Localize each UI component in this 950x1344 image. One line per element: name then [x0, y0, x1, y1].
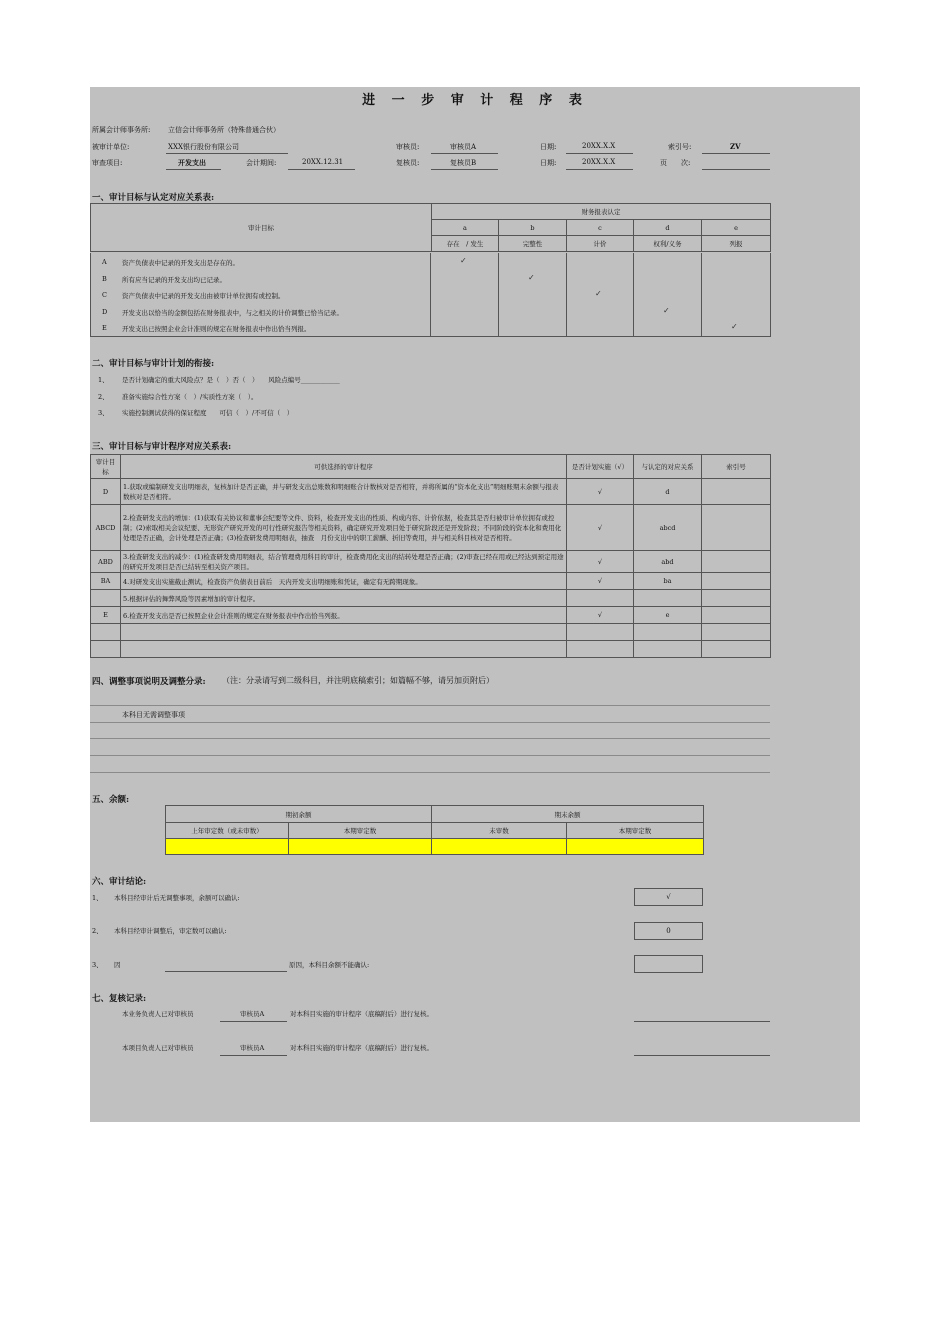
- assert-letter: c: [567, 220, 634, 236]
- index-cell[interactable]: [702, 641, 771, 658]
- conclusion-text-2: 原因，本科目余额不能确认:: [289, 961, 370, 969]
- planned-cell[interactable]: [567, 641, 634, 658]
- review-text-2: 对本科目实施的审计程序（底稿附后）进行复核。: [290, 1044, 433, 1052]
- col-financial-assertion: 财务报表认定: [432, 204, 771, 220]
- adjustment-line[interactable]: 本科目无需调整事项: [122, 711, 185, 719]
- section4-note: （注：分录请写到二级科目，并注明底稿索引；如篇幅不够，请另加页附后）: [222, 676, 494, 685]
- project-value[interactable]: 开发支出: [178, 158, 206, 167]
- procedure-cell: 4.对研发支出实施截止测试，检查资产负债表日前后 天内开发支出明细账和凭证，确定有无跨期现象。: [121, 573, 567, 590]
- col-prior-audited: 上年审定数（或未审数）: [166, 823, 289, 839]
- goal-text: 资产负债表中记录的开发支出由被审计单位拥有或控制。: [122, 292, 285, 300]
- reviewer-label: 复核员:: [396, 159, 420, 167]
- procedure-cell[interactable]: [121, 624, 567, 641]
- signature-line[interactable]: [634, 1021, 770, 1022]
- goal-text: 所有应当记录的开发支出均已记录。: [122, 275, 226, 284]
- planned-cell[interactable]: √: [567, 505, 634, 551]
- col-relation: 与认定的对应关系: [634, 455, 702, 479]
- relation-cell: [634, 590, 702, 607]
- section6-heading: 六、审计结论:: [92, 877, 147, 887]
- date-value-2[interactable]: 20XX.X.X: [582, 158, 616, 166]
- goal-cell: [91, 590, 121, 607]
- reviewer-value[interactable]: 复核员B: [450, 159, 477, 167]
- page-label: 页 次:: [660, 159, 691, 167]
- assert-name: 存在 / 发生: [432, 236, 499, 252]
- procedure-cell[interactable]: [121, 641, 567, 658]
- index-cell[interactable]: [702, 505, 771, 551]
- index-cell[interactable]: [702, 551, 771, 573]
- date-value-1[interactable]: 20XX.X.X: [582, 142, 616, 150]
- relation-cell: d: [634, 479, 702, 505]
- col-opening-balance: 期初余额: [166, 806, 432, 823]
- section7-heading: 七、复核记录:: [92, 994, 147, 1004]
- firm-value: 立信会计师事务所（特殊普通合伙）: [168, 126, 280, 134]
- client-label: 被审计单位:: [92, 143, 130, 151]
- col-current-audited-2: 本期审定数: [567, 823, 704, 839]
- planned-cell[interactable]: √: [567, 573, 634, 590]
- index-cell[interactable]: [702, 590, 771, 607]
- page-title: 进 一 步 审 计 程 序 表: [362, 93, 588, 108]
- index-cell[interactable]: [702, 479, 771, 505]
- plan-item-text: 实施控制测试获得的保证程度 可信（ ）/不可信（ ）: [122, 409, 294, 417]
- section1-heading: 一、审计目标与认定对应关系表:: [92, 193, 215, 203]
- conclusion-text: 本科目经审计后无调整事项，余额可以确认:: [114, 894, 240, 902]
- assert-name: 列报: [702, 236, 771, 252]
- assert-name: 计价: [567, 236, 634, 252]
- client-value[interactable]: XXX银行股份有限公司: [168, 143, 239, 151]
- col-planned: 是否计划实施（√）: [567, 455, 634, 479]
- plan-item-num: 3、: [98, 409, 109, 417]
- planned-cell[interactable]: [567, 590, 634, 607]
- balance-input[interactable]: [567, 839, 704, 855]
- relation-cell[interactable]: [634, 641, 702, 658]
- conclusion-num: 3、: [92, 961, 103, 969]
- procedure-cell: 2.检查研发支出的增加：(1)获取有关协议和董事会纪要等文件、资料，检查开发支出的性质、构成内容、计价依据，检查其是否归被审计单位拥有或控制；(2)索取相关会议纪要、无形资产研究开发的可行性研究报告等相关资料，确定研究开发项目处于研究阶段还是开发阶段；不同阶段的资本化和费用化处理是否正确，会计处理是否正确；(3)检查研发费用明细表，抽查 月份支出中的职工薪酬、折旧等费用，并与相关科目核对是否相符。: [121, 505, 567, 551]
- check-mark[interactable]: ✓: [460, 256, 467, 265]
- relation-cell: e: [634, 607, 702, 624]
- planned-cell[interactable]: √: [567, 551, 634, 573]
- assert-letter: e: [702, 220, 771, 236]
- check-mark[interactable]: ✓: [663, 305, 670, 315]
- planned-cell[interactable]: √: [567, 607, 634, 624]
- conclusion-num: 1、: [92, 894, 103, 902]
- period-label: 会计期间:: [246, 159, 277, 167]
- col-goal: 审计目标: [91, 455, 121, 479]
- relation-cell[interactable]: [634, 624, 702, 641]
- procedure-cell: 1.获取或编制研发支出明细表，复核加计是否正确，并与研发支出总账数和明细账合计数核对是否相符，并将所属的“资本化支出”明细账期末余额与报表数核对是否相符。: [121, 479, 567, 505]
- index-value[interactable]: ZV: [730, 142, 741, 151]
- goal-cell: BA: [91, 573, 121, 590]
- goal-code: A: [102, 258, 107, 266]
- assert-name: 权利/义务: [634, 236, 702, 252]
- review-text: 本业务负责人已对审核员: [122, 1010, 194, 1018]
- assert-name: 完整性: [499, 236, 567, 252]
- plan-item-num: 1、: [98, 376, 109, 384]
- col-closing-balance: 期末余额: [432, 806, 704, 823]
- project-label: 审查项目:: [92, 159, 123, 167]
- conclusion-box[interactable]: 0: [634, 922, 703, 940]
- index-cell[interactable]: [702, 624, 771, 641]
- plan-item-text: 准备实施综合性方案（ ）/实质性方案（ ）。: [122, 393, 258, 401]
- review-name[interactable]: 审核员A: [240, 1044, 265, 1052]
- index-label: 索引号:: [668, 143, 692, 151]
- col-procedure: 可供选择的审计程序: [121, 455, 567, 479]
- conclusion-box[interactable]: √: [634, 888, 703, 906]
- review-text: 本项目负责人已对审核员: [122, 1044, 194, 1052]
- goal-text: 开发支出以恰当的金额包括在财务报表中，与之相关的计价调整已恰当记录。: [122, 308, 343, 317]
- procedure-table: [90, 454, 771, 658]
- review-text-2: 对本科目实施的审计程序（底稿附后）进行复核。: [290, 1010, 433, 1018]
- conclusion-num: 2、: [92, 927, 103, 935]
- col-unaudited: 未审数: [432, 823, 567, 839]
- goal-code: E: [102, 324, 107, 332]
- col-index: 索引号: [702, 455, 771, 479]
- plan-item-num: 2、: [98, 393, 109, 401]
- assertion-table: [90, 203, 771, 252]
- goal-cell: E: [91, 607, 121, 624]
- worksheet: [90, 87, 860, 1122]
- balance-input[interactable]: [432, 839, 567, 855]
- relation-cell: abcd: [634, 505, 702, 551]
- period-value[interactable]: 20XX.12.31: [302, 158, 344, 166]
- index-cell[interactable]: [702, 573, 771, 590]
- goal-code: C: [102, 291, 107, 299]
- conclusion-text: 因: [114, 961, 121, 969]
- reason-input[interactable]: [165, 971, 287, 972]
- check-mark[interactable]: ✓: [528, 272, 535, 282]
- balance-input[interactable]: [166, 839, 289, 855]
- relation-cell: ba: [634, 573, 702, 590]
- section5-heading: 五、余额:: [92, 795, 130, 805]
- section3-heading: 三、审计目标与审计程序对应关系表:: [92, 442, 232, 452]
- goal-cell[interactable]: [91, 624, 121, 641]
- planned-cell[interactable]: √: [567, 479, 634, 505]
- review-name[interactable]: 审核员A: [240, 1010, 265, 1018]
- goal-text: 资产负债表中记录的开发支出是存在的。: [122, 259, 239, 267]
- assert-letter: d: [634, 220, 702, 236]
- planned-cell[interactable]: [567, 624, 634, 641]
- plan-item-text: 是否计划确定的重大风险点？是（ ）否（ ） 风险点编号____________: [122, 376, 340, 384]
- col-current-audited: 本期审定数: [289, 823, 432, 839]
- check-mark[interactable]: ✓: [731, 322, 738, 331]
- auditor-value[interactable]: 审核员A: [450, 143, 477, 151]
- signature-line[interactable]: [634, 1055, 770, 1056]
- goal-cell: ABD: [91, 551, 121, 573]
- firm-label: 所属会计师事务所:: [92, 126, 151, 134]
- assert-letter: b: [499, 220, 567, 236]
- section2-heading: 二、审计目标与审计计划的衔接:: [92, 359, 215, 369]
- date-label-2: 日期:: [540, 159, 557, 167]
- procedure-cell: 6.检查开发支出是否已按照企业会计准则的规定在财务报表中作出恰当列报。: [121, 607, 567, 624]
- auditor-label: 审核员:: [396, 143, 420, 151]
- section4-heading: 四、调整事项说明及调整分录:: [92, 677, 206, 687]
- col-audit-goal: 审计目标: [91, 204, 432, 252]
- relation-cell: abd: [634, 551, 702, 573]
- assert-letter: a: [432, 220, 499, 236]
- goal-code: B: [102, 274, 107, 283]
- goal-cell: D: [91, 479, 121, 505]
- conclusion-box[interactable]: [634, 955, 703, 973]
- procedure-cell: 3.检查研发支出的减少：(1)检查研发费用明细表，结合管理费用科目的审计，检查费用化支出的结转处理是否正确；(2)审查已经在用或已经达到预定用途的研究开发项目是否已结转至相关资产项目。: [121, 551, 567, 573]
- goal-cell[interactable]: [91, 641, 121, 658]
- goal-code: D: [102, 307, 108, 316]
- balance-input[interactable]: [289, 839, 432, 855]
- index-cell[interactable]: [702, 607, 771, 624]
- conclusion-text: 本科目经审计调整后，审定数可以确认:: [114, 927, 227, 935]
- balance-table: [165, 805, 704, 855]
- date-label-1: 日期:: [540, 143, 557, 151]
- goal-cell: ABCD: [91, 505, 121, 551]
- check-mark[interactable]: ✓: [595, 289, 602, 298]
- goal-text: 开发支出已按照企业会计准则的规定在财务报表中作出恰当列报。: [122, 325, 311, 333]
- procedure-cell: 5.根据评估的舞弊风险等因素增加的审计程序。: [121, 590, 567, 607]
